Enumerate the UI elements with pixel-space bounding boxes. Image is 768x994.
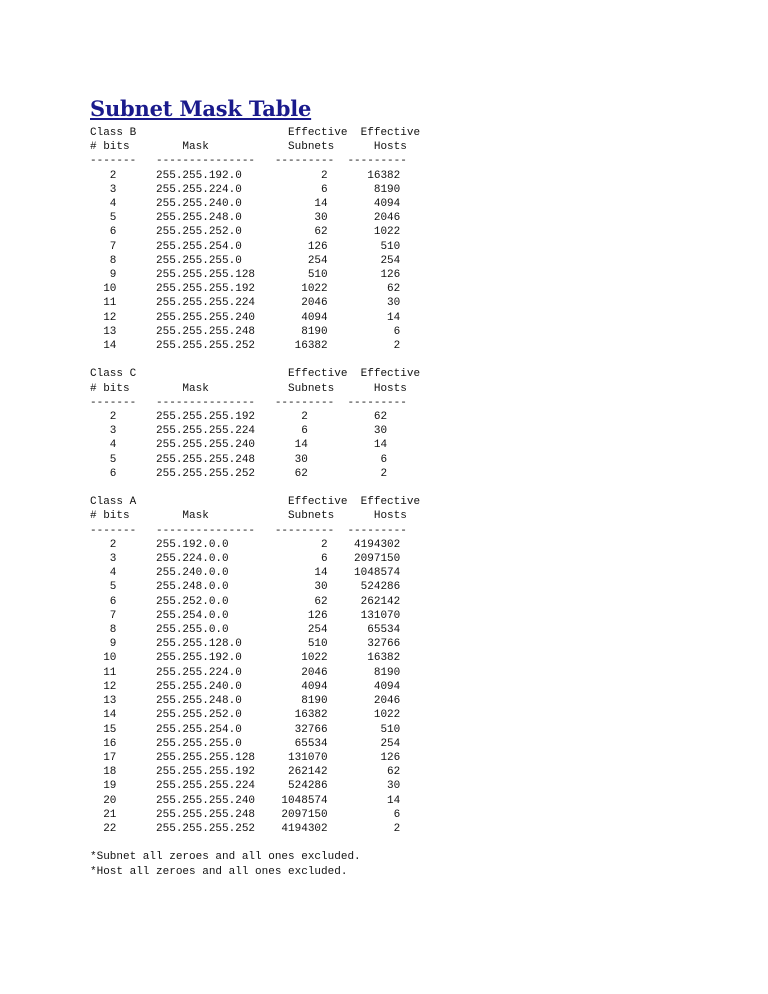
table-row: 4 255.255.240.0 14 4094 — [90, 198, 401, 211]
table-row: 8 255.255.255.0 254 254 — [90, 254, 401, 267]
table-row: 15 255.255.254.0 32766 510 — [90, 723, 401, 736]
table-row: 3 255.224.0.0 6 2097150 — [90, 553, 401, 566]
table-row: 3 255.255.255.224 6 30 — [90, 425, 388, 438]
table-row: 7 255.254.0.0 126 131070 — [90, 609, 401, 622]
table-rule: ------- --------------- --------- --------- — [90, 155, 407, 168]
table-row: 3 255.255.224.0 6 8190 — [90, 183, 401, 196]
table-row: 5 255.248.0.0 30 524286 — [90, 581, 401, 594]
table-row: 2 255.192.0.0 2 4194302 — [90, 538, 401, 551]
table-row: 10 255.255.192.0 1022 16382 — [90, 652, 401, 665]
document-page — [90, 95, 420, 879]
table-row: 5 255.255.255.248 30 6 — [90, 453, 388, 466]
table-row: 11 255.255.255.224 2046 30 — [90, 297, 401, 310]
table-row: 14 255.255.252.0 16382 1022 — [90, 709, 401, 722]
table-header-line-2: # bits Mask Subnets Hosts — [90, 141, 407, 154]
table-row: 6 255.255.255.252 62 2 — [90, 467, 388, 480]
table-row: 5 255.255.248.0 30 2046 — [90, 212, 401, 225]
table-row: 2 255.255.192.0 2 16382 — [90, 169, 401, 182]
table-row: 17 255.255.255.128 131070 126 — [90, 751, 401, 764]
table-row: 10 255.255.255.192 1022 62 — [90, 283, 401, 296]
table-row: 9 255.255.128.0 510 32766 — [90, 638, 401, 651]
class-b-table — [90, 126, 420, 353]
table-row: 18 255.255.255.192 262142 62 — [90, 766, 401, 779]
table-row: 22 255.255.255.252 4194302 2 — [90, 822, 401, 835]
table-row: 4 255.240.0.0 14 1048574 — [90, 567, 401, 580]
table-header-line-1: Class B Effective Effective — [90, 127, 421, 139]
table-row: 7 255.255.254.0 126 510 — [90, 240, 401, 253]
table-row: 12 255.255.240.0 4094 4094 — [90, 680, 401, 693]
table-row: 20 255.255.255.240 1048574 14 — [90, 794, 401, 807]
class-c-table — [90, 367, 420, 481]
footnote-subnet: *Subnet all zeroes and all ones excluded. — [90, 851, 361, 864]
table-row: 4 255.255.255.240 14 14 — [90, 439, 388, 452]
table-row: 2 255.255.255.192 2 62 — [90, 411, 388, 424]
class-a-table — [90, 495, 420, 836]
table-rule: ------- --------------- --------- --------- — [90, 524, 407, 537]
table-row: 13 255.255.255.248 8190 6 — [90, 325, 401, 338]
table-row: 14 255.255.255.252 16382 2 — [90, 340, 401, 353]
table-header-line-1: Class A Effective Effective — [90, 496, 421, 509]
table-row: 16 255.255.255.0 65534 254 — [90, 737, 401, 750]
table-header-line-2: # bits Mask Subnets Hosts — [90, 382, 407, 395]
table-row: 6 255.255.252.0 62 1022 — [90, 226, 401, 239]
table-header-line-1: Class C Effective Effective — [90, 368, 421, 381]
table-rule: ------- --------------- --------- --------- — [90, 396, 407, 409]
page-title[interactable]: Subnet Mask Table — [90, 96, 312, 121]
footnotes — [90, 850, 420, 878]
table-row: 8 255.255.0.0 254 65534 — [90, 624, 401, 637]
table-row: 12 255.255.255.240 4094 14 — [90, 311, 401, 324]
table-header-line-2: # bits Mask Subnets Hosts — [90, 510, 407, 523]
table-row: 11 255.255.224.0 2046 8190 — [90, 666, 401, 679]
table-row: 21 255.255.255.248 2097150 6 — [90, 808, 401, 821]
footnote-host: *Host all zeroes and all ones excluded. — [90, 865, 348, 878]
table-row: 19 255.255.255.224 524286 30 — [90, 780, 401, 793]
table-row: 13 255.255.248.0 8190 2046 — [90, 695, 401, 708]
table-row: 6 255.252.0.0 62 262142 — [90, 595, 401, 608]
table-row: 9 255.255.255.128 510 126 — [90, 269, 401, 282]
